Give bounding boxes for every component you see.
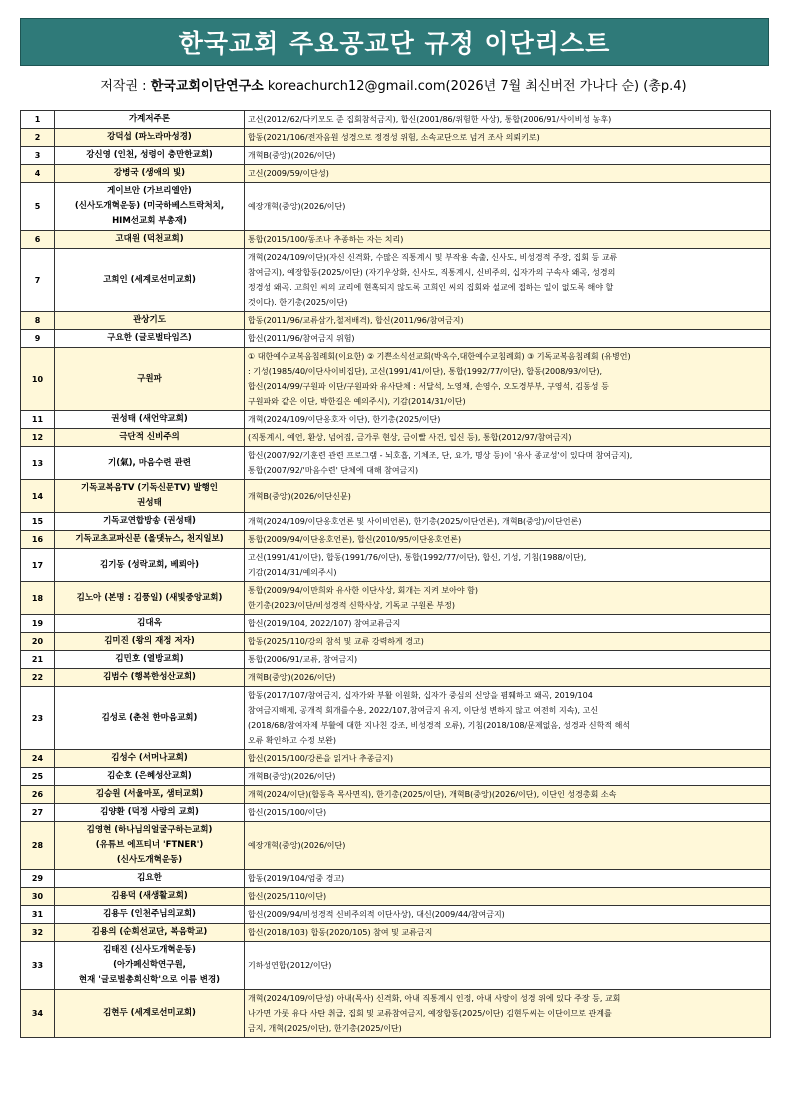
row-name [55, 651, 245, 669]
ruling-line: 합신(2014/99/구원파 이단/구원파와 유사단체 : 서달석, 노영채, 손영수, 오도경부부, 구영석, 김동성 등 [248, 382, 609, 391]
ruling-line: 합신(2019/104, 2022/107) 참여교류금지 [248, 619, 401, 628]
table-row [21, 582, 771, 615]
name-line: 김태진 (신사도개혁운동) [103, 945, 196, 955]
ruling-line: 것이다). 한기총(2025/이단) [248, 298, 348, 307]
table-row [21, 231, 771, 249]
table-row [21, 147, 771, 165]
ruling-line: 합동(2025/110/강의 참석 및 교류 강력하게 경고) [248, 637, 424, 646]
table-row [21, 687, 771, 750]
row-name [55, 924, 245, 942]
name-line: 김미진 (왕의 재정 저자) [104, 636, 195, 646]
row-name [55, 669, 245, 687]
table-row [21, 651, 771, 669]
page-title: 한국교회 주요공교단 규정 이단리스트 [178, 29, 611, 58]
row-ruling [245, 888, 771, 906]
row-ruling [245, 447, 771, 480]
ruling-line: 나가면 가롯 유다 사탄 취급, 집회 및 교류참여금지, 예장합동(2025/이단) 김현두씨는 이단이므로 관계를 [248, 1009, 612, 1018]
row-number: 27 [21, 804, 55, 822]
name-line: 김민호 (열방교회) [115, 654, 184, 664]
table-row [21, 804, 771, 822]
row-number: 16 [21, 531, 55, 549]
ruling-line: 참여금지), 예장합동(2025/이단) (자기우상화, 신사도, 직통계시, 신비주의, 십자가의 구속사 왜곡, 성경의 [248, 268, 616, 277]
ruling-line: 고신(2012/62/다키모도 준 집회참석금지), 합신(2001/86/위험한 사상), 통합(2006/91/사이비성 농후) [248, 115, 612, 124]
row-number: 3 [21, 147, 55, 165]
row-name [55, 531, 245, 549]
row-name [55, 822, 245, 870]
row-number: 14 [21, 480, 55, 513]
table-row [21, 750, 771, 768]
name-line: 김양환 (덕정 사랑의 교회) [100, 807, 199, 817]
name-line: 강병국 (생애의 빛) [113, 168, 186, 178]
table-row [21, 888, 771, 906]
row-name [55, 429, 245, 447]
ruling-line: 오류 확인하고 수정 보완) [248, 736, 337, 745]
row-ruling [245, 147, 771, 165]
row-ruling [245, 330, 771, 348]
row-number: 17 [21, 549, 55, 582]
row-name [55, 549, 245, 582]
table-row [21, 768, 771, 786]
row-number: 32 [21, 924, 55, 942]
row-number: 31 [21, 906, 55, 924]
ruling-line: 통합(2007/92/'마음수련' 단체에 대해 참여금지) [248, 466, 419, 475]
ruling-line: 예장개혁(중앙)(2026/이단) [248, 202, 346, 211]
table-row [21, 249, 771, 312]
table-row [21, 129, 771, 147]
row-name [55, 786, 245, 804]
row-ruling [245, 651, 771, 669]
row-number: 22 [21, 669, 55, 687]
name-line: 김노아 (본명 : 김풍일) (새빛중앙교회) [76, 592, 223, 603]
ruling-line: 합신(2015/100/강론을 읽거나 추종금지) [248, 754, 394, 763]
ruling-line: 통합(2009/94/이만희와 유사한 이단사상, 회개는 지켜 보아야 함) [248, 586, 478, 595]
table-row [21, 924, 771, 942]
ruling-line: : 기성(1985/40/이단사이비집단), 고신(1991/41/이단), 통합(1992/77/이단), 합동(2008/93/이단), [248, 367, 603, 376]
row-name [55, 231, 245, 249]
name-line: 구요한 (글로벌타임즈) [107, 333, 192, 343]
row-ruling [245, 786, 771, 804]
ruling-line: 합신(2015/100/이단) [248, 808, 327, 817]
table-row [21, 480, 771, 513]
ruling-line: 개혁(2024/109/이단옹호언론 및 사이비언론), 한기총(2025/이단언론), 개혁B(중앙)/이단언론) [248, 517, 582, 526]
table-row [21, 111, 771, 129]
name-line: 강덕섭 (파노라마성경) [107, 132, 192, 142]
ruling-line: 합신(2009/94/비성경적 신비주의적 이단사상), 대신(2009/44/참여금지) [248, 910, 505, 919]
name-line: 강신영 (인천, 성령이 충만한교회) [86, 150, 213, 160]
row-ruling [245, 990, 771, 1038]
row-number: 18 [21, 582, 55, 615]
table-row [21, 669, 771, 687]
table-row [21, 615, 771, 633]
name-line: (아가페신학연구원, [113, 960, 186, 970]
row-ruling [245, 531, 771, 549]
row-name [55, 990, 245, 1038]
name-line: 권성태 [137, 498, 162, 508]
row-ruling [245, 924, 771, 942]
row-ruling [245, 165, 771, 183]
row-number: 1 [21, 111, 55, 129]
name-line: 김영현 (하나님의얼굴구하는교회) [86, 825, 213, 835]
row-name [55, 615, 245, 633]
row-number: 6 [21, 231, 55, 249]
row-number: 25 [21, 768, 55, 786]
name-line: 김용덕 (새생활교회) [111, 891, 188, 901]
name-line: 권성태 (새언약교회) [111, 414, 188, 424]
ruling-line: 고신(2009/59/이단성) [248, 169, 329, 178]
name-line: HIM선교회 부총재) [112, 216, 187, 226]
ruling-line: 개혁(2024/109/이단옹호자 이단), 한기총(2025/이단) [248, 415, 441, 424]
row-name [55, 870, 245, 888]
row-name [55, 513, 245, 531]
ruling-line: (2018/68/참여자제 부활에 대한 지나친 강조, 비성경적 오류), 기침(2018/108/문제없음, 성경과 신학적 해석 [248, 721, 631, 730]
name-line: 김기동 (성락교회, 베뢰아) [99, 559, 200, 570]
row-name [55, 804, 245, 822]
row-ruling [245, 348, 771, 411]
row-ruling [245, 615, 771, 633]
name-line: 김대옥 [137, 618, 162, 628]
row-number: 11 [21, 411, 55, 429]
table-row [21, 786, 771, 804]
name-line: 구원파 [137, 373, 162, 384]
row-number: 13 [21, 447, 55, 480]
row-name [55, 165, 245, 183]
row-ruling [245, 768, 771, 786]
row-number: 19 [21, 615, 55, 633]
ruling-line: 합신(2007/92/기훈련 관련 프로그램 - 뇌호흡, 기체조, 단, 요가, 명상 등)이 '유사 종교성'이 있다며 참여금지), [248, 451, 633, 460]
row-name [55, 129, 245, 147]
ruling-line: 개혁B(중앙)(2026/이단신문) [248, 491, 351, 501]
name-line: 김요한 [137, 873, 162, 883]
row-ruling [245, 687, 771, 750]
row-ruling [245, 183, 771, 231]
row-ruling [245, 942, 771, 990]
row-number: 21 [21, 651, 55, 669]
name-line: 김성로 (춘천 한마음교회) [101, 712, 198, 723]
ruling-line: 통합(2006/91/교류, 참여금지) [248, 655, 358, 664]
row-name [55, 888, 245, 906]
row-name [55, 480, 245, 513]
name-line: 기독교초교파신문 (올댓뉴스, 천지일보) [75, 534, 224, 544]
row-ruling [245, 669, 771, 687]
table-row [21, 429, 771, 447]
row-ruling [245, 411, 771, 429]
row-name [55, 687, 245, 750]
row-name [55, 111, 245, 129]
ruling-line: 금지, 개혁(2025/이단), 한기총(2025/이단) [248, 1024, 402, 1033]
ruling-line: 기감(2014/31/예의주시) [248, 568, 337, 577]
ruling-line: 한기총(2023/이단/비성경적 신학사상, 기독교 구원론 부정) [248, 601, 455, 610]
ruling-line: 합신(2025/110/이단) [248, 892, 327, 901]
ruling-line: 개혁B(중앙)(2026/이단) [248, 772, 336, 781]
name-line: 고희인 (세계로선미교회) [103, 274, 196, 285]
row-number: 33 [21, 942, 55, 990]
name-line: 김현두 (세계로선미교회) [103, 1008, 196, 1018]
name-line: (신사도개혁운동) [116, 855, 183, 865]
name-line: (신사도개혁운동) (미국하베스트락처치, [74, 201, 225, 211]
row-ruling [245, 750, 771, 768]
heresy-list-table [20, 110, 771, 1038]
table-row [21, 183, 771, 231]
row-number: 20 [21, 633, 55, 651]
ruling-line: 개혁B(중앙)(2026/이단) [248, 151, 336, 160]
row-name [55, 447, 245, 480]
row-number: 28 [21, 822, 55, 870]
row-ruling [245, 549, 771, 582]
table-row [21, 165, 771, 183]
name-line: 김승원 (서울마포, 샘터교회) [95, 789, 204, 799]
row-number: 2 [21, 129, 55, 147]
ruling-line: 개혁(2024/109/이단)(자신 신격화, 수많은 직통계시 및 부작용 속출, 신사도, 비성경적 주장, 집회 등 교류 [248, 253, 618, 262]
row-number: 9 [21, 330, 55, 348]
row-name [55, 147, 245, 165]
name-line: 김용두 (인천주님의교회) [103, 909, 196, 919]
name-line: 고대원 (덕천교회) [115, 234, 184, 244]
ruling-line: 참여금지해제, 공개적 회개를수용, 2022/107,참여금지 유지, 이단성 변하지 않고 여전히 지속), 고신 [248, 706, 599, 715]
row-ruling [245, 129, 771, 147]
table-row [21, 822, 771, 870]
ruling-line: 합동(2017/107/참여금지, 십자가와 부활 이원화, 십자가 중심의 신앙을 폄훼하고 왜곡, 2019/104 [248, 691, 593, 700]
ruling-line: 구원파와 같은 이단, 박한길은 예의주시), 기감(2014/31/이단) [248, 397, 466, 406]
name-line: 김순호 (은혜성산교회) [107, 771, 192, 781]
ruling-line: 합동(2021/106/전자음원 성경으로 정경성 위험, 소속교단으로 넘겨 조사 의뢰키로) [248, 133, 540, 142]
table-row [21, 549, 771, 582]
name-line: 기독교연합방송 (권성태) [103, 516, 196, 526]
row-number: 34 [21, 990, 55, 1038]
row-ruling [245, 429, 771, 447]
name-line: (유튜브 에프티너 'FTNER') [95, 840, 204, 850]
row-name [55, 348, 245, 411]
copyright-suffix: koreachurch12@gmail.com(2026년 7월 최신버전 가나다 순) (총p.4) [263, 79, 687, 94]
row-ruling [245, 870, 771, 888]
copyright-org: 한국교회이단연구소 [150, 79, 264, 94]
table-row [21, 312, 771, 330]
ruling-line: 기하성연합(2012/이단) [248, 961, 332, 970]
row-ruling [245, 513, 771, 531]
row-ruling [245, 111, 771, 129]
row-ruling [245, 633, 771, 651]
table-row [21, 330, 771, 348]
name-line: 가계저주론 [128, 114, 171, 124]
ruling-line: 합동(2011/96/교류삼가,철저배격), 합신(2011/96/참여금지) [248, 316, 464, 325]
row-name [55, 582, 245, 615]
name-line: 게이브안 (가브리엘안) [107, 186, 192, 196]
ruling-line: 고신(1991/41/이단), 합동(1991/76/이단), 통합(1992/77/이단), 합신, 기성, 기침(1988/이단), [248, 553, 587, 562]
table-row [21, 906, 771, 924]
ruling-line: 통합(2009/94/이단옹호언론), 합신(2010/95/이단옹호언론) [248, 535, 462, 544]
ruling-line: ① 대한예수교복음침례회(이요한) ② 기쁜소식선교회(박옥수,대한예수교침례회) ③ 기독교복음침례회 (유병언) [248, 352, 631, 361]
row-number: 29 [21, 870, 55, 888]
row-number: 30 [21, 888, 55, 906]
row-number: 26 [21, 786, 55, 804]
row-number: 23 [21, 687, 55, 750]
row-name [55, 633, 245, 651]
row-name [55, 411, 245, 429]
row-ruling [245, 480, 771, 513]
ruling-line: 개혁B(중앙)(2026/이단) [248, 673, 336, 682]
row-ruling [245, 804, 771, 822]
name-line: 관상기도 [133, 315, 166, 325]
row-name [55, 312, 245, 330]
ruling-line: 합신(2011/96/참여금지 위험) [248, 334, 355, 343]
name-line: 김용의 (순회선교단, 복음학교) [91, 927, 208, 937]
row-ruling [245, 822, 771, 870]
row-name [55, 330, 245, 348]
ruling-line: 개혁(2024/이단)(합동측 목사면직), 한기총(2025/이단), 개혁B(중앙)(2026/이단), 이단인 성경총회 소속 [248, 790, 617, 799]
row-name [55, 183, 245, 231]
table-row [21, 447, 771, 480]
name-line: 기(氣), 마음수련 관련 [108, 457, 191, 468]
row-number: 5 [21, 183, 55, 231]
table-row [21, 633, 771, 651]
row-number: 4 [21, 165, 55, 183]
row-ruling [245, 906, 771, 924]
row-number: 7 [21, 249, 55, 312]
row-name [55, 768, 245, 786]
row-number: 15 [21, 513, 55, 531]
row-number: 12 [21, 429, 55, 447]
ruling-line: (직통계시, 예언, 환상, 넘어짐, 금가루 현상, 금이빨 사건, 입신 등), 통합(2012/97/참여금지) [248, 433, 572, 442]
copyright-prefix: 저작권 : [100, 79, 151, 94]
row-ruling [245, 312, 771, 330]
row-number: 8 [21, 312, 55, 330]
table-row [21, 513, 771, 531]
row-ruling [245, 231, 771, 249]
name-line: 김범수 (행복한성산교회) [103, 672, 196, 682]
table-row [21, 411, 771, 429]
name-line: 기독교복음TV (기독신문TV) 발행인 [81, 483, 218, 493]
ruling-line: 예장개혁(중앙)(2026/이단) [248, 841, 346, 850]
ruling-line: 합신(2018/103) 합동(2020/105) 참여 및 교류금지 [248, 928, 433, 937]
row-number: 10 [21, 348, 55, 411]
row-ruling [245, 249, 771, 312]
ruling-line: 정경성 왜곡. 고희인 씨의 교리에 현혹되지 않도록 고희인 씨의 집회와 설교에 접하는 일이 없도록 해야 할 [248, 283, 614, 292]
table-row [21, 531, 771, 549]
copyright-line [20, 75, 767, 94]
title-banner [20, 18, 769, 66]
ruling-line: 개혁(2024/109/이단성) 아내(목사) 신격화, 아내 직통계시 인정, 아내 사랑이 성경 위에 있다 주장 등, 교회 [248, 994, 621, 1003]
row-name [55, 942, 245, 990]
ruling-line: 합동(2019/104/엄중 경고) [248, 874, 345, 883]
name-line: 김성수 (서머나교회) [111, 753, 188, 763]
row-number: 24 [21, 750, 55, 768]
table-body [21, 111, 771, 1038]
name-line: 현재 '글로벌총회신학'으로 이름 변경) [78, 975, 221, 985]
table-row [21, 942, 771, 990]
table-row [21, 348, 771, 411]
row-name [55, 906, 245, 924]
table-row [21, 870, 771, 888]
name-line: 극단적 신비주의 [119, 432, 180, 442]
row-ruling [245, 582, 771, 615]
row-name [55, 249, 245, 312]
table-row [21, 990, 771, 1038]
ruling-line: 통합(2015/100/동조나 추종하는 자는 치리) [248, 235, 404, 244]
row-name [55, 750, 245, 768]
